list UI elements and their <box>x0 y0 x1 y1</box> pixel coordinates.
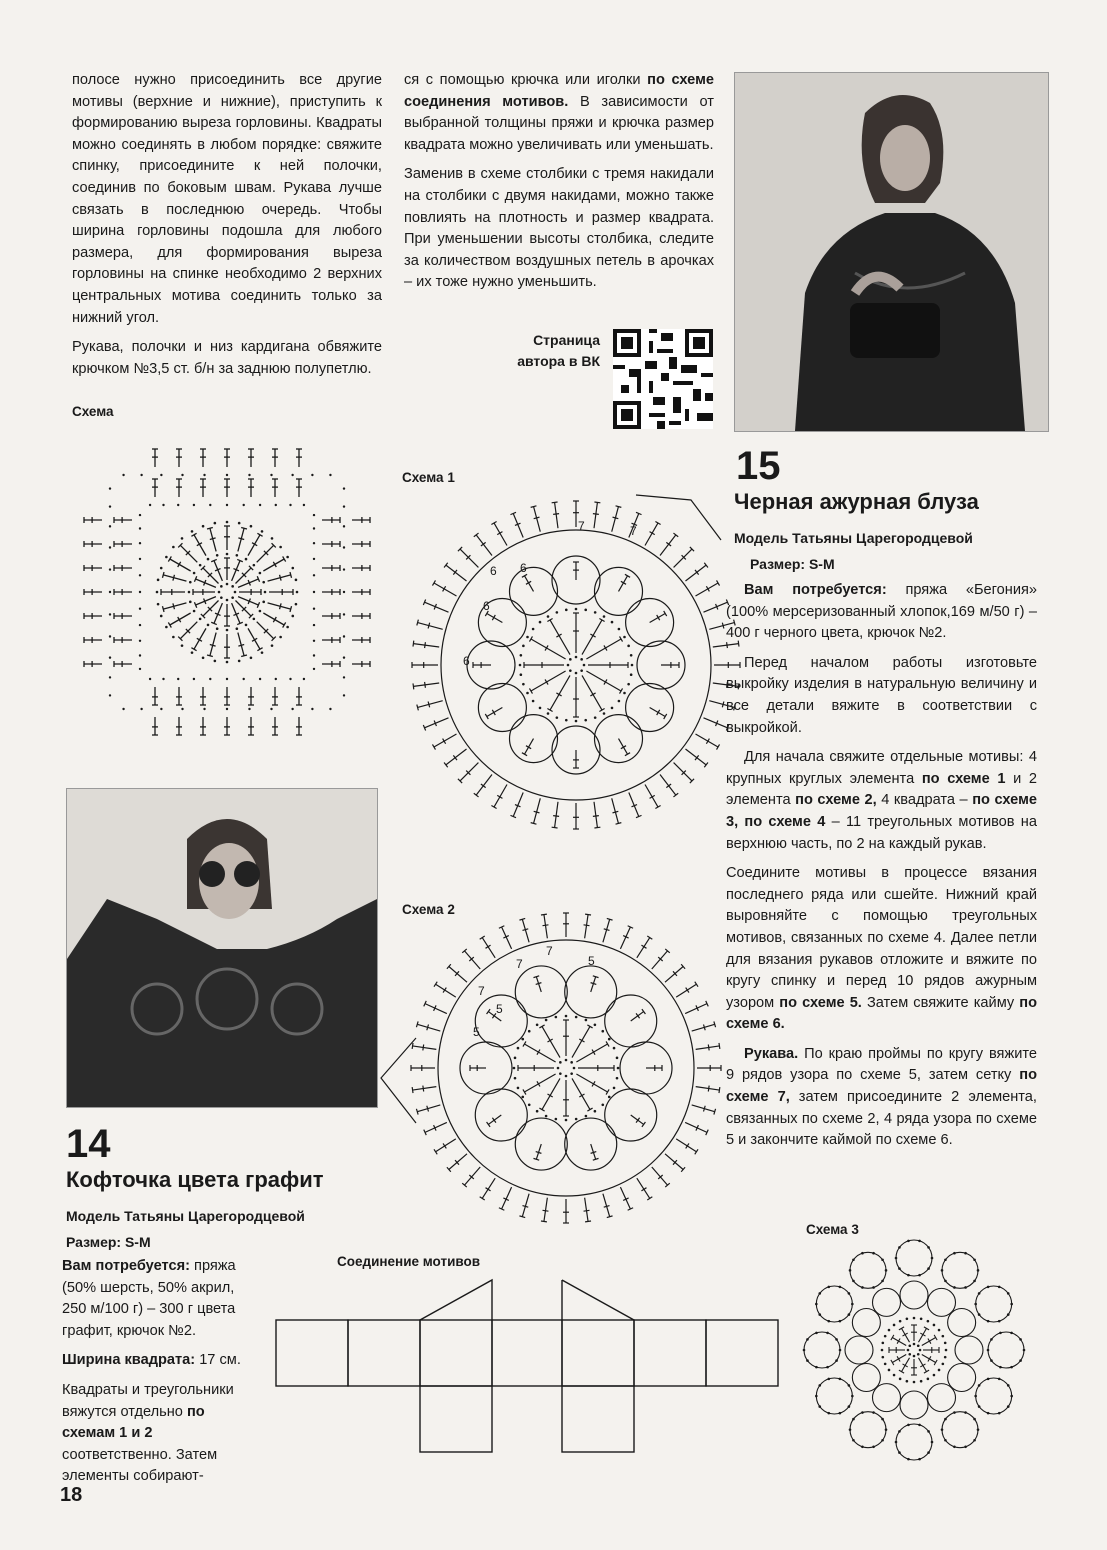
schema2-num: 5 <box>496 1002 503 1016</box>
model-14-photo <box>66 788 378 1108</box>
model-15-p3-e: – 11 треугольных мотивов на верхнюю часть, по 2 на каждый рукав. <box>726 813 1037 852</box>
model-15-p4-c: Затем свяжите кайму <box>861 994 1020 1011</box>
schema1-num: 6 <box>490 564 497 578</box>
col1-para1: полосе нужно присоединить все другие мотивы (верхние и нижние), приступить к формированию выреза горловины. Квадраты можно соединять в любом порядке: свяжите спинку, присоедините к ней полочки, соединив по боковым швам. Рукава лучше связать в последнюю очередь. Чтобы ширина горловины подошла для любого размера, для формирования выреза горловины на спинке необходимо 2 верхних центральных мотива соединить только за нижний угол. <box>72 72 382 326</box>
model-14-text <box>62 1256 258 1496</box>
model-14-size-label: Размер: <box>66 1234 122 1250</box>
model-14-width <box>62 1350 258 1372</box>
schema3-label: Схема 3 <box>806 1222 859 1237</box>
model-14-last-bold: по схемам 1 и 2 <box>62 1403 205 1442</box>
model-14-title: Кофточка цвета графит <box>66 1167 324 1192</box>
col2-para1-a: ся с помощью крючка или иголки <box>404 72 648 88</box>
model-14-need-text: пряжа (50% шерсть, 50% акрил, 250 м/100 г) – 300 г цвета графит, крючок №2. <box>62 1258 236 1339</box>
model-15-number: 15 <box>736 444 781 488</box>
model-15-p5-c: затем присоедините 2 элемента, связанных по схеме 2, 4 ряда узора по схеме 5 и закончите каймой по схеме 6. <box>726 1089 1037 1149</box>
schema1-num: 6 <box>483 599 490 613</box>
model-15-p5-label: Рукава. <box>744 1045 799 1062</box>
connection-label: Соединение мотивов <box>337 1254 481 1269</box>
schema2-label: Схема 2 <box>402 902 455 917</box>
schema1-num: 6 <box>520 561 527 575</box>
schema2-num: 7 <box>478 984 485 998</box>
schema2-num: 7 <box>516 957 523 971</box>
model-14-last-a: Квадраты и треугольники вяжутся отдельно <box>62 1381 234 1420</box>
model-14-size-value: S-M <box>121 1234 151 1250</box>
model-15-para5 <box>726 1044 1037 1152</box>
model-15-p3-d: 4 квадрата – <box>876 792 973 809</box>
model-14-last <box>62 1380 258 1488</box>
model-15-need-label: Вам потребуется: <box>744 582 887 598</box>
model-14-need-label: Вам потребуется: <box>62 1258 190 1274</box>
model-15-p4-a: Соедините мотивы в процессе вязания последнего ряда или сшейте. Нижний край выровняйте с помощью треугольных мотивов, связанных по схеме 4. Далее петли для вязания рукавов отложите и вяжите по кругу спинку и перед 10 рядов ажурным узором <box>726 865 1037 1011</box>
model-15-size-value: S-M <box>805 556 835 572</box>
col2-top-text <box>404 70 714 302</box>
col2-para1 <box>404 70 714 156</box>
col1-para2: Рукава, полочки и низ кардигана обвяжите крючком №3,5 ст. б/н за заднюю полупетлю. <box>72 339 382 377</box>
schema2-num: 7 <box>546 944 553 958</box>
schema2-num: 5 <box>588 954 595 968</box>
col1-top-text <box>72 70 382 388</box>
model-15-size-label: Размер: <box>750 556 806 572</box>
model-15-text <box>726 580 1037 1160</box>
schema1-num: 7 <box>578 519 585 533</box>
col2-para1-b: В зависимости от выбранной толщины пряжи и крючка размер квадрата можно увеличивать или уменьшать. <box>404 93 714 153</box>
schema1-num: 7 <box>630 524 637 538</box>
model-14-need <box>62 1256 258 1342</box>
schema3-diagram <box>796 1232 1036 1464</box>
model-15-p4-b2: по схеме 6. <box>726 994 1038 1033</box>
qr-code-icon[interactable] <box>613 329 713 429</box>
schema2-num: 5 <box>473 1025 480 1039</box>
col2-para2: Заменив в схеме столбики с тремя накидали на столбики с двумя накидами, можно также повлиять на плотность и размер квадрата. При уменьшении высоты столбика, следите за количеством воздушных петель в арочках – их тоже нужно уменьшить. <box>404 166 714 291</box>
model-15-para2: Перед началом работы изготовьте выкройку изделия в натуральную величину и все детали вяжите в соответствии с выкройкой. <box>726 654 1037 736</box>
model-15-p5-a: По краю проймы по кругу вяжите 9 рядов узора по схеме 5, затем сетку <box>726 1045 1037 1084</box>
model-14-author: Модель Татьяны Царегородцевой <box>66 1208 305 1224</box>
model-15-p4-b1: по схеме 5. <box>779 994 862 1011</box>
model-15-p3-b1: по схеме 1 <box>921 770 1006 787</box>
schema1-num: 6 <box>463 654 470 668</box>
model-14-size <box>66 1232 151 1252</box>
model-14-last-b: соответственно. Затем элементы собирают- <box>62 1446 218 1485</box>
model-15-p3-a: Для начала свяжите отдельные мотивы: 4 крупных круглых элемента <box>726 749 1037 787</box>
schema1-diagram <box>398 480 758 855</box>
qr-caption <box>500 330 600 372</box>
model-15-p3-b2: по схеме 2, <box>795 792 877 809</box>
schema2-diagram <box>378 888 738 1250</box>
model-15-author: Модель Татьяны Царегородцевой <box>734 530 973 546</box>
model-15-p3-b3: по схеме 3, по схеме 4 <box>726 792 1038 830</box>
schema-square-diagram <box>72 430 382 755</box>
model-15-size <box>750 554 835 574</box>
model-15-need-text: пряжа «Бегония» (100% мерсеризованный хлопок,169 м/50 г) – 400 г черного цвета, крючок №2. <box>726 582 1037 642</box>
model-15-p5-b: по схеме 7, <box>726 1067 1037 1106</box>
model-14-number: 14 <box>66 1122 111 1166</box>
model-15-p3-c: и 2 элемента <box>726 770 1037 809</box>
model-14-width-value: 17 см. <box>195 1352 241 1369</box>
model-15-para3 <box>726 747 1037 855</box>
schema1-label: Схема 1 <box>402 470 455 485</box>
schema-label: Схема <box>72 404 114 419</box>
page-number: 18 <box>60 1484 83 1506</box>
model-15-title: Черная ажурная блуза <box>734 489 979 514</box>
model-15-photo-illustration <box>735 73 1048 431</box>
connection-diagram <box>274 1278 784 1478</box>
model-15-need <box>726 580 1037 645</box>
qr-caption-line2: автора в ВК <box>517 353 600 369</box>
model-15-para4 <box>726 863 1037 1036</box>
model-14-photo-illustration <box>67 789 377 1107</box>
qr-caption-line1: Страница <box>533 332 600 348</box>
col2-para1-bold: по схеме соединения мотивов. <box>404 72 715 110</box>
model-14-width-label: Ширина квадрата: <box>62 1352 196 1369</box>
model-15-photo <box>734 72 1049 432</box>
